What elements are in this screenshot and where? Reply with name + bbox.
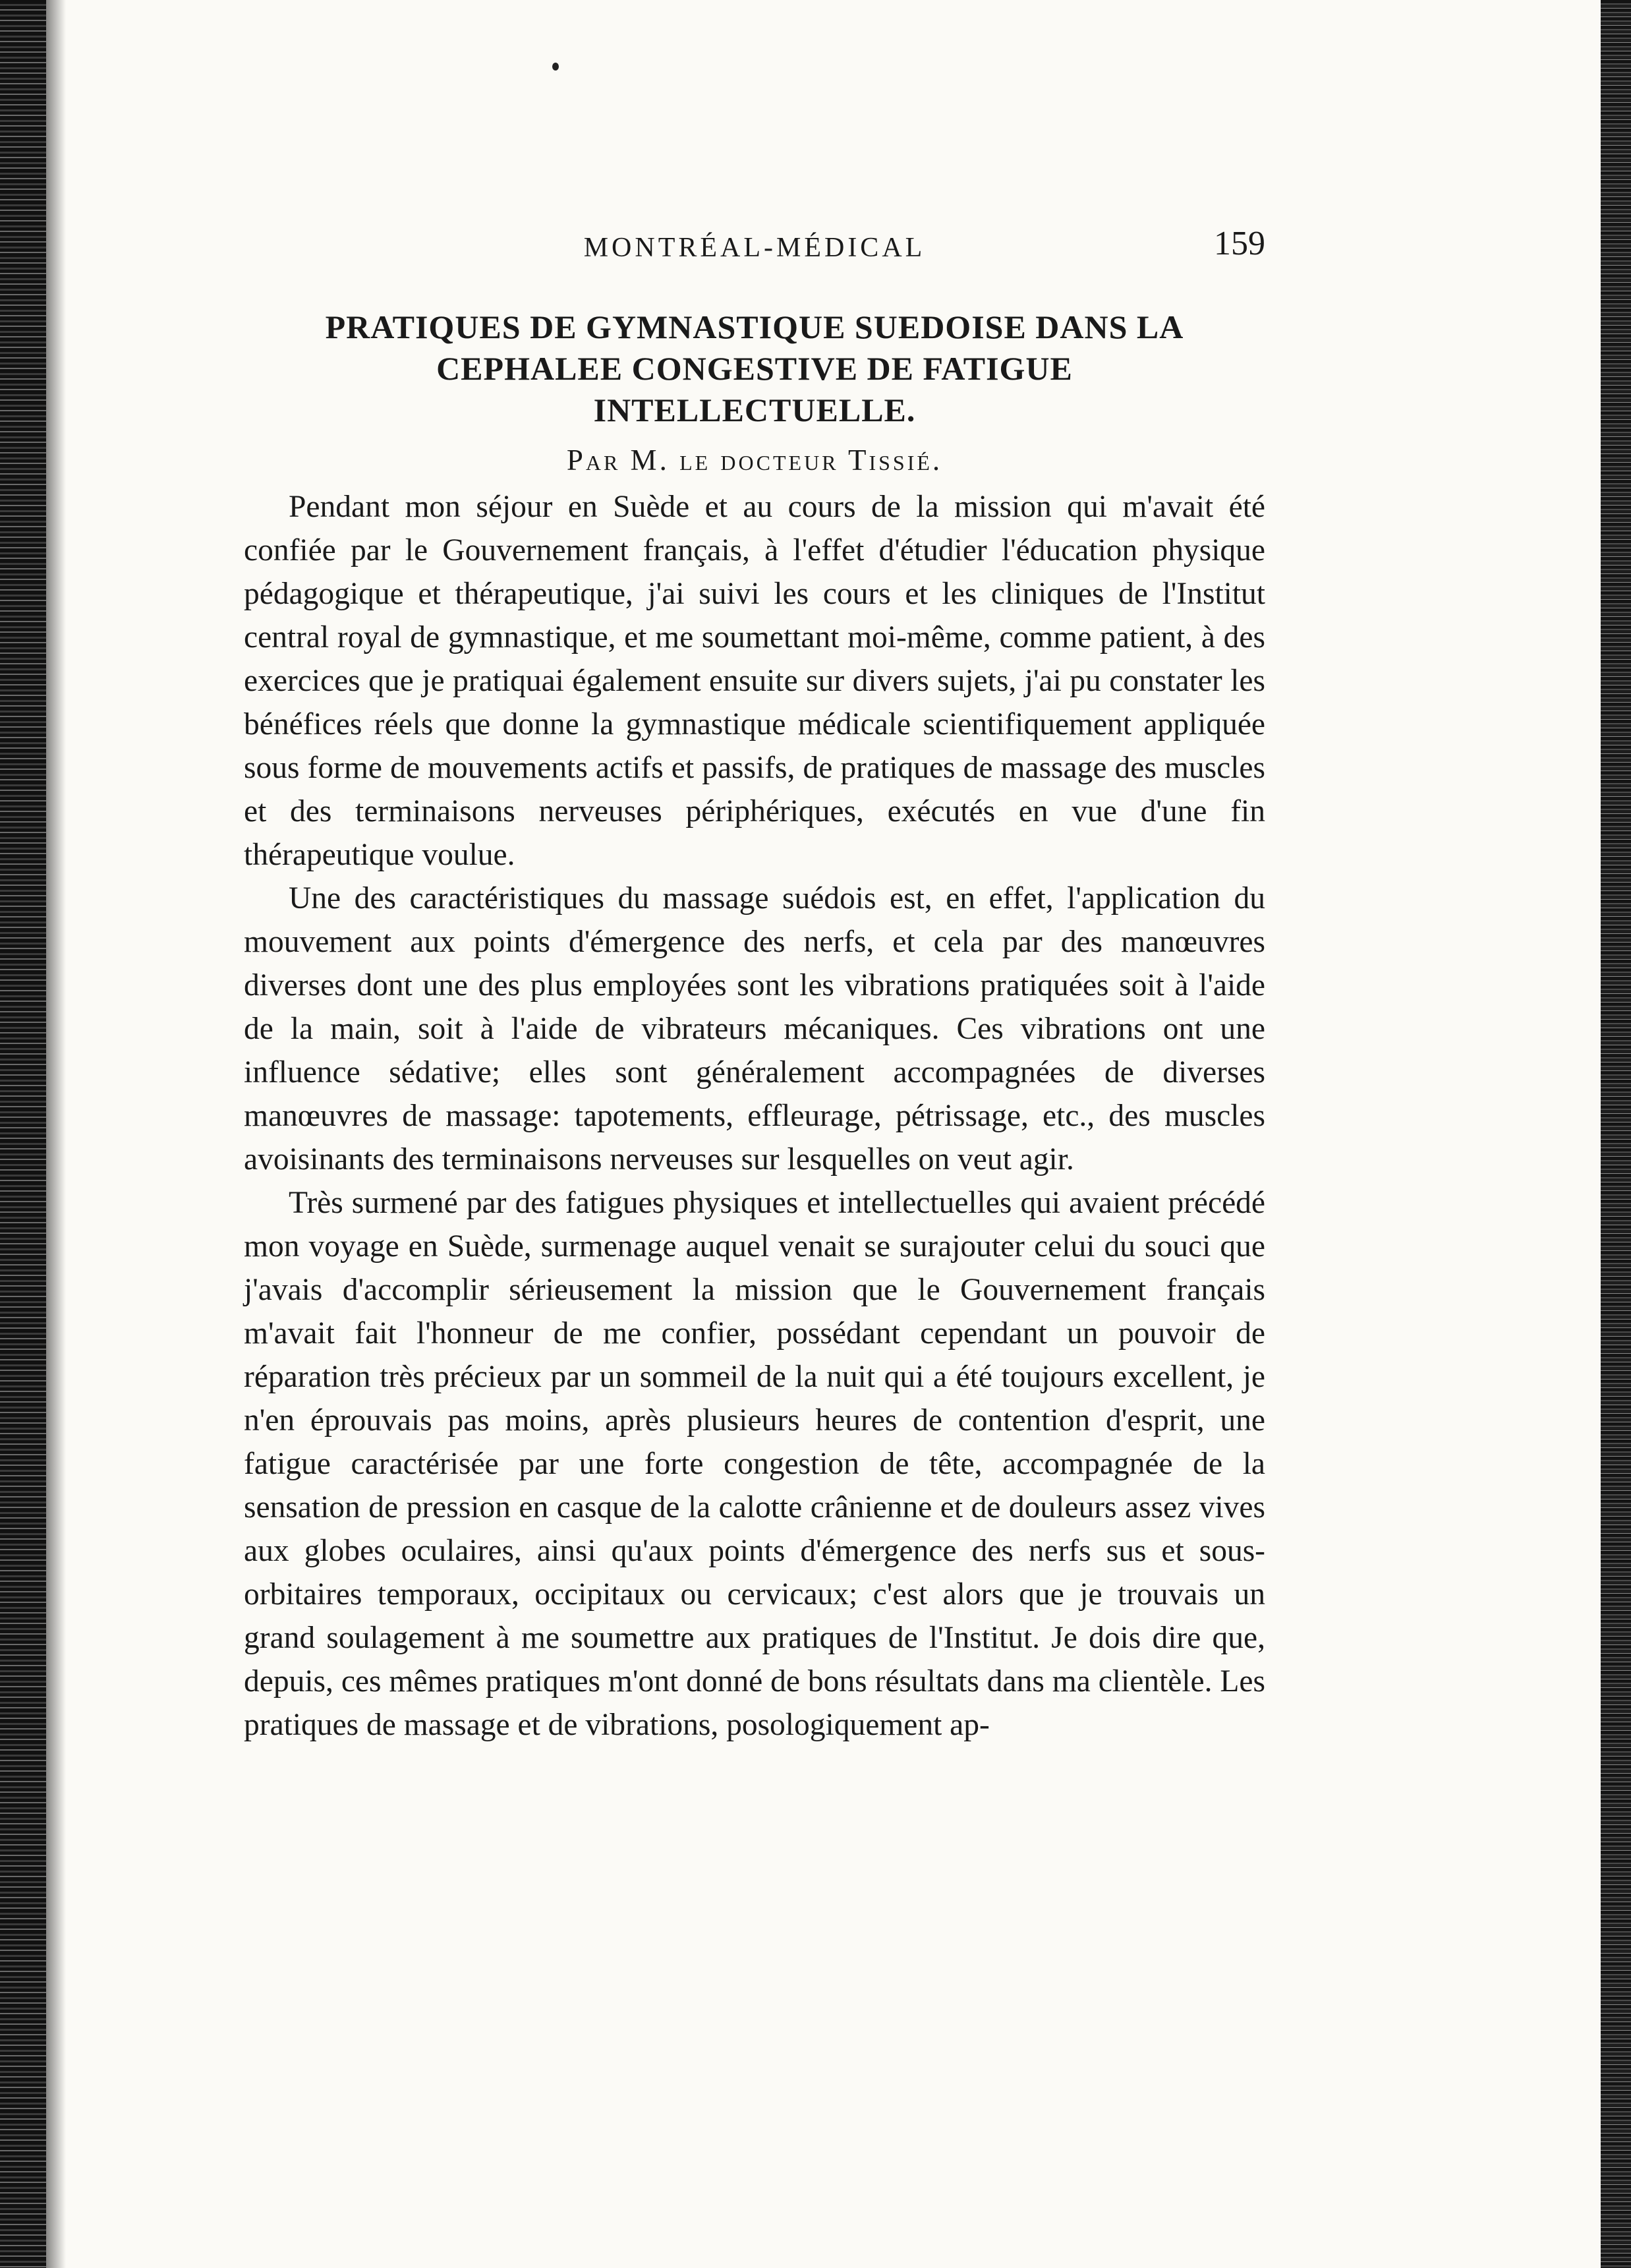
article-body xyxy=(244,485,1265,1747)
article-title-line: CEPHALEE CONGESTIVE DE FATIGUE xyxy=(436,350,1073,387)
page-binding-edge-left xyxy=(0,0,46,2268)
paragraph: Pendant mon séjour en Suède et au cours de la mission qui m'avait été confiée par le Gouvernement français, à l'effet d'étudier l'éducation physique pédagogique et thérapeutique, j'ai suivi les cours et les cliniques de l'Institut central royal de gymnastique, et me soumettant moi-même, comme patient, à des exercices que je pratiquai également ensuite sur divers sujets, j'ai pu constater les bénéfices réels que donne la gymnastique médicale scientifiquement appliquée sous forme de mouvements actifs et passifs, de pratiques de massage des muscles et des terminaisons nerveuses périphériques, exécutés en vue d'une fin thérapeutique voulue. xyxy=(244,490,1265,872)
article-title-line: PRATIQUES DE GYMNASTIQUE SUEDOISE DANS LA xyxy=(325,308,1184,345)
paragraph: Très surmené par des fatigues physiques et intellectuelles qui avaient précédé mon voyage en Suède, surmenage auquel venait se surajouter celui du souci que j'avais d'accomplir sérieusement la mission que le Gouvernement français m'avait fait l'honneur de me confier, possédant cependant un pouvoir de réparation très précieux par un sommeil de la nuit qui a été toujours excellent, je n'en éprouvais pas moins, après plusieurs heures de contention d'esprit, une fatigue caractérisée par une forte congestion de tête, accompagnée de la sensation de pression en casque de la calotte crânienne et de douleurs assez vives aux globes oculaires, ainsi qu'aux points d'émergence des nerfs sus et sous-orbitaires temporaux, occipitaux ou cervicaux; c'est alors que je trouvais un grand soulagement à me soumettre aux pratiques de l'Institut. Je dois dire que, depuis, ces mêmes pratiques m'ont donné de bons résultats dans ma clientèle. Les pratiques de massage et de vibrations, posologiquement ap- xyxy=(244,1186,1265,1742)
page-binding-edge-right xyxy=(1601,0,1631,2268)
article-title xyxy=(244,306,1265,431)
paragraph: Une des caractéristiques du massage suédois est, en effet, l'application du mouvement aux points d'émergence des nerfs, et cela par des manœuvres diverses dont une des plus employées sont les vibrations pratiquées soit à l'aide de la main, soit à l'aide de vibrateurs mécaniques. Ces vibrations ont une influence sédative; elles sont généralement accompagnées de diverses manœuvres de massage: tapotements, effleurage, pétrissage, etc., des muscles avoisinants des terminaisons nerveuses sur lesquelles on veut agir. xyxy=(244,881,1265,1177)
page-number: 159 xyxy=(1214,225,1265,262)
running-head xyxy=(244,224,1265,283)
ink-speck xyxy=(552,63,559,71)
author-byline: Par M. le docteur Tissié. xyxy=(566,444,943,477)
document-page xyxy=(244,224,1265,1747)
binding-shadow xyxy=(46,0,66,2268)
journal-title: MONTRÉAL-MÉDICAL xyxy=(583,233,926,263)
article-title-line: INTELLECTUELLE. xyxy=(593,392,916,428)
